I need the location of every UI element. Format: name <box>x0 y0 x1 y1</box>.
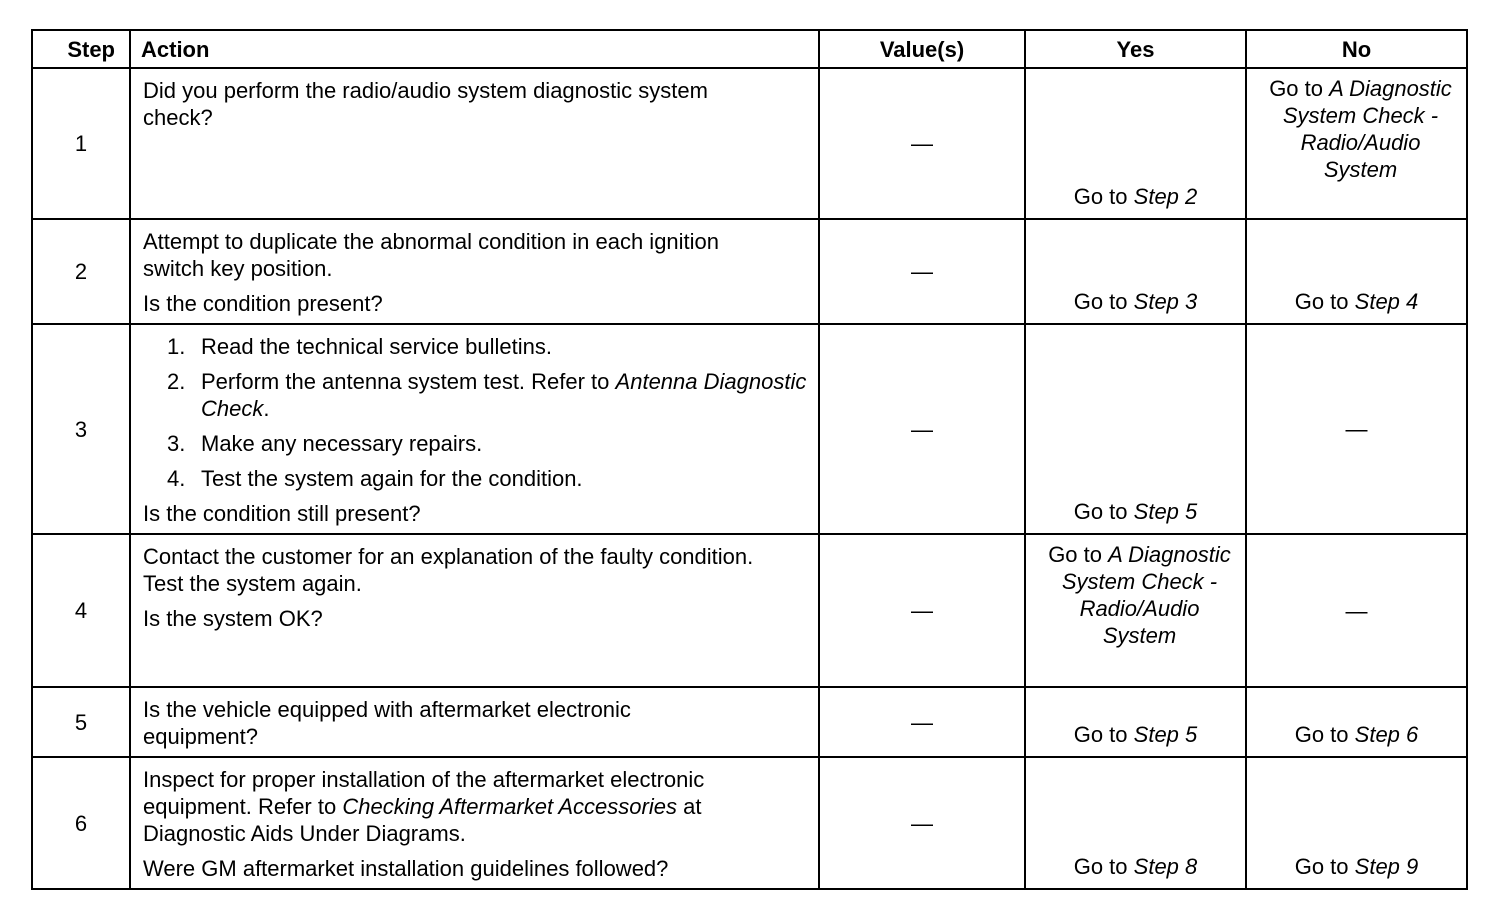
table-row <box>32 68 1467 219</box>
list-item: 1. Read the technical service bulletins. <box>167 334 552 359</box>
no-cell <box>1246 534 1467 687</box>
action-cell <box>130 757 819 889</box>
no-cell <box>1246 68 1467 219</box>
go-to-prefix: Go to <box>1073 722 1128 747</box>
action-cell <box>130 219 819 324</box>
list-item: 3. Make any necessary repairs. <box>167 431 483 456</box>
yes-link[interactable] <box>1026 288 1245 315</box>
yes-link[interactable] <box>1026 853 1245 880</box>
action-question: Is the condition still present? <box>143 501 421 526</box>
header-row <box>32 30 1467 68</box>
no-cell <box>1246 324 1467 534</box>
value-cell: — <box>819 219 1025 324</box>
table-row <box>32 219 1467 324</box>
action-cell <box>130 687 819 757</box>
header-yes: Yes <box>1025 30 1246 68</box>
step-number: 2 <box>32 219 130 324</box>
action-cell <box>130 324 819 534</box>
action-question: Is the system OK? <box>143 606 323 631</box>
procedure-list <box>143 333 808 492</box>
value-cell: — <box>819 324 1025 534</box>
no-value: — <box>1345 598 1368 623</box>
diagnostic-table <box>31 29 1468 890</box>
value-cell: — <box>819 757 1025 889</box>
action-question: Were GM aftermarket installation guidelines followed? <box>143 856 669 881</box>
step-number: 4 <box>32 534 130 687</box>
action-cell <box>130 534 819 687</box>
action-question: Is the condition present? <box>143 291 383 316</box>
step-number: 3 <box>32 324 130 534</box>
action-cell <box>130 68 819 219</box>
no-link[interactable] <box>1247 853 1466 880</box>
go-to-target: Step 6 <box>1354 722 1419 747</box>
no-cell <box>1246 219 1467 324</box>
list-item: 4. Test the system again for the condition. <box>167 466 583 491</box>
go-to-target: Step 9 <box>1354 854 1419 879</box>
header-no: No <box>1246 30 1467 68</box>
list-item: 2. Perform the antenna system test. Refer to Antenna Diagnostic Check. <box>167 369 807 421</box>
go-to-target: Step 8 <box>1133 854 1198 879</box>
action-text: Is the vehicle equipped with aftermarket electronic equipment? <box>143 697 631 749</box>
yes-link[interactable] <box>1026 535 1245 649</box>
go-to-target: Step 5 <box>1133 722 1198 747</box>
header-step: Step <box>32 30 130 68</box>
yes-cell <box>1025 757 1246 889</box>
yes-cell <box>1025 219 1246 324</box>
header-action: Action <box>130 30 819 68</box>
go-to-target: Step 3 <box>1133 289 1198 314</box>
action-text: Attempt to duplicate the abnormal condition in each ignition switch key position. <box>143 229 720 281</box>
no-link[interactable] <box>1247 69 1466 183</box>
step-number: 6 <box>32 757 130 889</box>
go-to-target: A Diagnostic System Check - Radio/Audio System <box>1061 542 1231 648</box>
go-to-target: Step 5 <box>1133 499 1198 524</box>
value-cell: — <box>819 68 1025 219</box>
go-to-prefix: Go to <box>1294 289 1349 314</box>
action-text: Did you perform the radio/audio system diagnostic system check? <box>143 78 708 130</box>
no-cell <box>1246 687 1467 757</box>
no-link[interactable] <box>1247 721 1466 748</box>
go-to-prefix: Go to <box>1073 289 1128 314</box>
value-cell: — <box>819 534 1025 687</box>
action-text: Contact the customer for an explanation of the faulty condition. Test the system again. <box>143 544 754 596</box>
go-to-target: Step 2 <box>1133 184 1198 209</box>
value-cell: — <box>819 687 1025 757</box>
go-to-target: Step 4 <box>1354 289 1419 314</box>
go-to-prefix: Go to <box>1073 499 1128 524</box>
step-number: 5 <box>32 687 130 757</box>
yes-cell <box>1025 324 1246 534</box>
yes-link[interactable] <box>1026 721 1245 748</box>
go-to-prefix: Go to <box>1073 854 1128 879</box>
no-value: — <box>1345 416 1368 442</box>
table-row <box>32 324 1467 534</box>
table-row <box>32 757 1467 889</box>
go-to-prefix: Go to <box>1294 854 1349 879</box>
go-to-target: A Diagnostic System Check - Radio/Audio System <box>1282 76 1452 182</box>
yes-cell <box>1025 68 1246 219</box>
go-to-prefix: Go to <box>1294 722 1349 747</box>
no-cell <box>1246 757 1467 889</box>
yes-link[interactable] <box>1026 498 1245 525</box>
yes-link[interactable] <box>1026 183 1245 210</box>
no-link[interactable] <box>1247 288 1466 315</box>
step-number: 1 <box>32 68 130 219</box>
header-values: Value(s) <box>819 30 1025 68</box>
go-to-prefix: Go to <box>1269 76 1323 101</box>
table-row <box>32 687 1467 757</box>
go-to-prefix: Go to <box>1073 184 1128 209</box>
yes-cell <box>1025 534 1246 687</box>
table-row <box>32 534 1467 687</box>
go-to-prefix: Go to <box>1048 542 1102 567</box>
yes-cell <box>1025 687 1246 757</box>
action-text: Inspect for proper installation of the aftermarket electronic equipment. Refer to Checking Aftermarket Accessories at Diagnostic Aids Under Diagrams. <box>143 767 705 846</box>
